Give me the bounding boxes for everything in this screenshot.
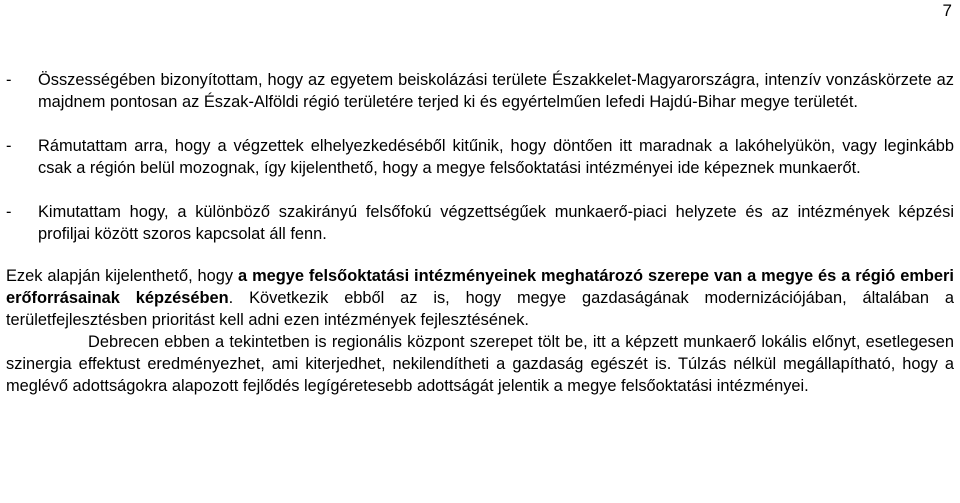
bullet-dash: - (6, 71, 12, 89)
conclusion-intro: Ezek alapján kijelenthető, hogy (6, 267, 239, 285)
debrecen-paragraph: Debrecen ebben a tekintetben is regionális központ szerepet tölt be, itt a képzett munkaerő lokális előnyt, esetlegesen szinergia effektust eredményezhet, ami kiterjedhet, nekilendítheti a gazdaság egészét is. Túlzás nélkül megállapítható, hogy a meglévő adottságokra alapozott fejlődés legígéretesebb adottságát jelentik a megye felsőoktatási intézményei. (6, 333, 954, 395)
bullet-dash: - (6, 203, 12, 221)
bullet-text: Összességében bizonyítottam, hogy az egyetem beiskolázási területe Északkelet-Magyarországra, intenzív vonzáskörzete az majdnem pontosan az Észak-Alföldi régió területére terjed ki és egyértelműen lefedi Hajdú-Bihar megye területét. (38, 71, 954, 111)
bullet-text: Rámutattam arra, hogy a végzettek elhelyezkedéséből kitűnik, hogy döntően itt maradnak a lakóhelyükön, vagy leginkább csak a régión belül mozognak, így kijelenthető, hogy a megye felsőoktatási intézményei ide képeznek munkaerőt. (38, 137, 954, 177)
bullet-item-1 (6, 69, 954, 113)
page-number: 7 (942, 1, 952, 20)
conclusion-bold-statement: a megye felsőoktatási intézményeinek meghatározó szerepe van a megye és a régió emberi erőforrásainak képzésében (6, 267, 954, 307)
conclusion-paragraph (6, 265, 954, 331)
document-body (6, 69, 954, 397)
conclusion-rest: . Következik ebből az is, hogy megye gazdaságának modernizációjában, általában a területfejlesztésben prioritást kell adni ezen intézmények fejlesztésének. (6, 289, 955, 329)
bullet-item-2 (6, 135, 954, 179)
bullet-dash: - (6, 137, 12, 155)
bullet-text: Kimutattam hogy, a különböző szakirányú felsőfokú végzettségűek munkaerő-piaci helyzete és az intézmények képzési profiljai között szoros kapcsolat áll fenn. (38, 203, 954, 243)
bullet-item-3 (6, 201, 954, 245)
